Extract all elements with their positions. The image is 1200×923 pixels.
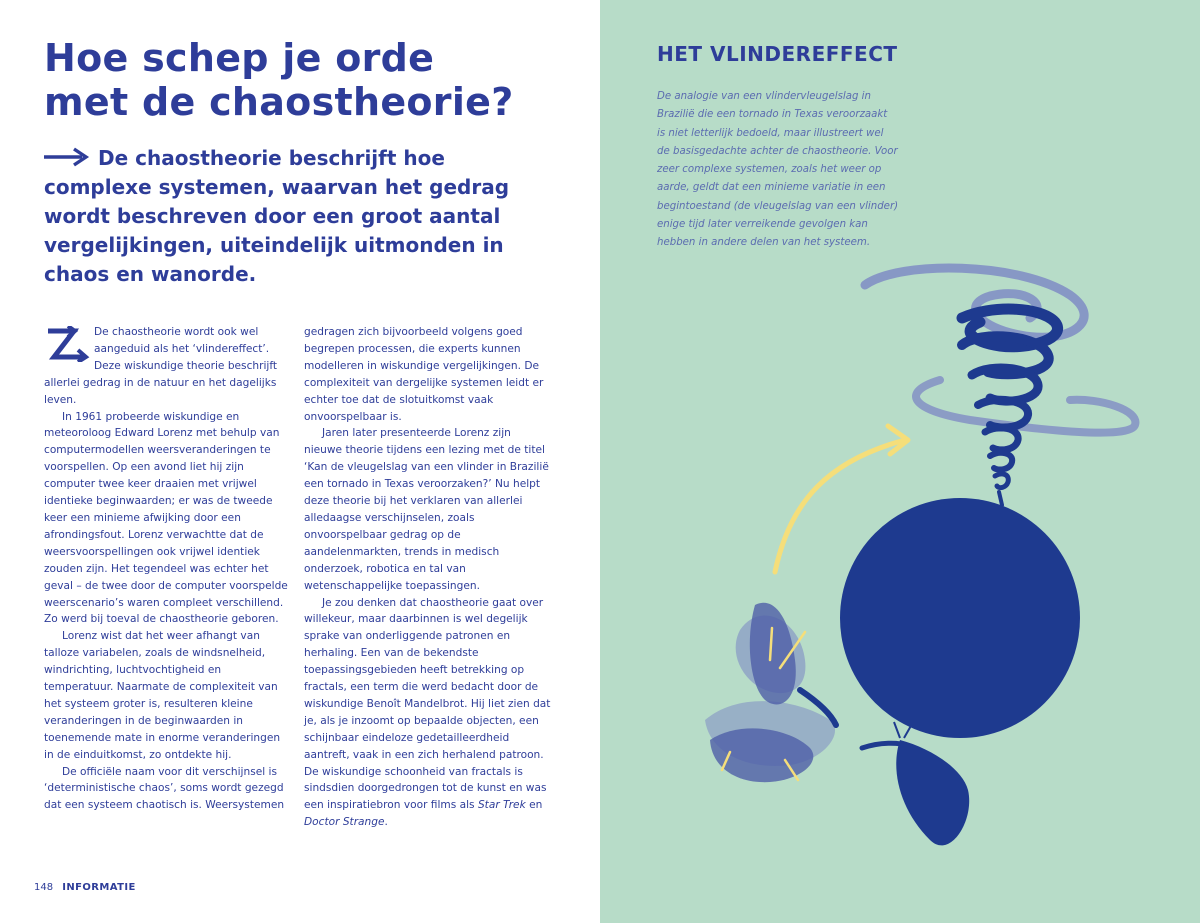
sidebar-title: HET VLINDEREFFECT <box>657 42 898 66</box>
body-paragraph: De chaostheorie wordt ook wel aangeduid als het ‘vlindereffect’. Deze wiskundige theorie beschrijft allerlei gedrag in de natuur en het dagelijks leven. <box>44 326 278 406</box>
arrow-right-icon <box>44 147 92 167</box>
lead-line-2: complexe systemen, waarvan het gedrag <box>44 175 510 199</box>
lead-line-3: wordt beschreven door een groot aantal <box>44 204 501 228</box>
body-column-2 <box>304 324 552 831</box>
body-paragraph: Jaren later presenteerde Lorenz zijn nieuwe theorie tijdens een lezing met de titel ‘Kan de vleugelslag van een vlinder in Brazilië een tornado in Texas veroorzaken?’ Nu helpt deze theorie bij het verklaren van allerlei alledaagse verschijnselen, zoals onvoorspelbaar gedrag op de aandelenmarkten, trends in medisch onderzoek, robotica en tal van wetenschappelijke toepassingen. <box>304 427 549 592</box>
sidebar-line: de basisgedachte achter de chaostheorie. Voor <box>657 145 898 157</box>
body-column-1 <box>44 324 292 814</box>
flapping-butterfly-icon <box>705 603 836 782</box>
sidebar-line: hebben in andere delen van het systeem. <box>657 237 871 249</box>
lead-line-1 <box>44 144 564 173</box>
body-paragraph: gedragen zich bijvoorbeeld volgens goed begrepen processen, die experts kunnen modelleren in wiskundige vergelijkingen. De complexiteit van dergelijke systemen leidt er echter toe dat de slotuitkomst vaak onvoorspelbaar is. <box>304 326 544 423</box>
right-page <box>600 0 1200 923</box>
section-label: INFORMATIE <box>62 882 136 893</box>
body-paragraph-text: Je zou denken dat chaostheorie gaat over willekeur, maar daarbinnen is wel degelijk sprake van onderliggende patronen en herhaling. Een van de bekendste toepassingsgebieden heeft betrekking op fractals, een term die werd bedacht door de wiskundige Benoît Mandelbrot. Hij liet zien dat je, als je inzoomt op bepaalde objecten, een schijnbaar eindeloze gedetailleerdheid aantreft, vaak in een zich herhalend patroon. De wiskundige schoonheid van fractals is sindsdien doorgedrongen tot de kunst en was een inspiratiebron voor films als <box>304 596 551 812</box>
sidebar-line: aarde, geldt dat een minieme variatie in een <box>657 182 886 194</box>
zigzag-arrow-icon <box>44 326 90 362</box>
page-title <box>44 36 584 124</box>
sidebar-line: begintoestand (de vleugelslag van een vlinder) <box>657 200 899 212</box>
lead-paragraph <box>44 144 564 289</box>
sidebar-line: zeer complexe systemen, zoals het weer op <box>657 164 882 176</box>
sidebar-line: enige tijd later verreikende gevolgen kan <box>657 219 868 231</box>
film-joiner: en <box>525 799 543 812</box>
film-title-star-trek: Star Trek <box>477 799 526 812</box>
sentence-end: . <box>384 816 388 829</box>
sidebar-line: Brazilië die een tornado in Texas veroorzaakt <box>657 109 888 121</box>
globe-icon <box>840 498 1080 738</box>
body-paragraph-last <box>304 595 552 832</box>
lead-line-4: vergelijkingen, uiteindelijk uitmonden in <box>44 233 504 257</box>
page-number: 148 <box>34 882 54 893</box>
title-line-1: Hoe schep je orde <box>44 36 435 80</box>
title-line-2: met de chaostheorie? <box>44 80 514 124</box>
body-paragraph: Lorenz wist dat het weer afhangt van talloze variabelen, zoals de windsnelheid, windrichting, luchtvochtigheid en temperatuur. Naarmate de complexiteit van het systeem groter is, resulteren kleine veranderingen in de beginwaarden in toenemende mate in enorme veranderingen in de einduitkomst, zo ontdekte hij. <box>44 630 281 761</box>
butterfly-icon <box>862 722 969 845</box>
tornado-icon <box>865 268 1135 505</box>
butterfly-effect-illustration <box>600 0 1200 923</box>
sidebar-line: De analogie van een vlindervleugelslag in <box>657 91 871 102</box>
film-title-doctor-strange: Doctor Strange <box>304 816 385 829</box>
sidebar-line: is niet letterlijk bedoeld, maar illustreert wel <box>657 127 884 139</box>
body-paragraph: De officiële naam voor dit verschijnsel is ‘deterministische chaos’, soms wordt gezegd dat een systeem chaotisch is. Weersystemen <box>44 765 285 812</box>
lead-line-5: chaos en wanorde. <box>44 262 257 286</box>
page-footer <box>34 882 136 893</box>
body-paragraph: In 1961 probeerde wiskundige en meteoroloog Edward Lorenz met behulp van computermodellen weersveranderingen te voorspellen. Op een avond liet hij zijn computer twee keer draaien met vrijwel identieke beginwaarden; er was de tweede keer een minieme afwijking door een afrondingsfout. Lorenz verwachtte dat de weersvoorspellingen ook vrijwel identiek zouden zijn. Het tegendeel was echter het geval – de twee door de computer voorspelde weerscenario’s waren compleet verschillend. Zo werd bij toeval de chaostheorie geboren. <box>44 410 288 626</box>
lead-line-1-text: De chaostheorie beschrijft hoe <box>98 146 445 170</box>
